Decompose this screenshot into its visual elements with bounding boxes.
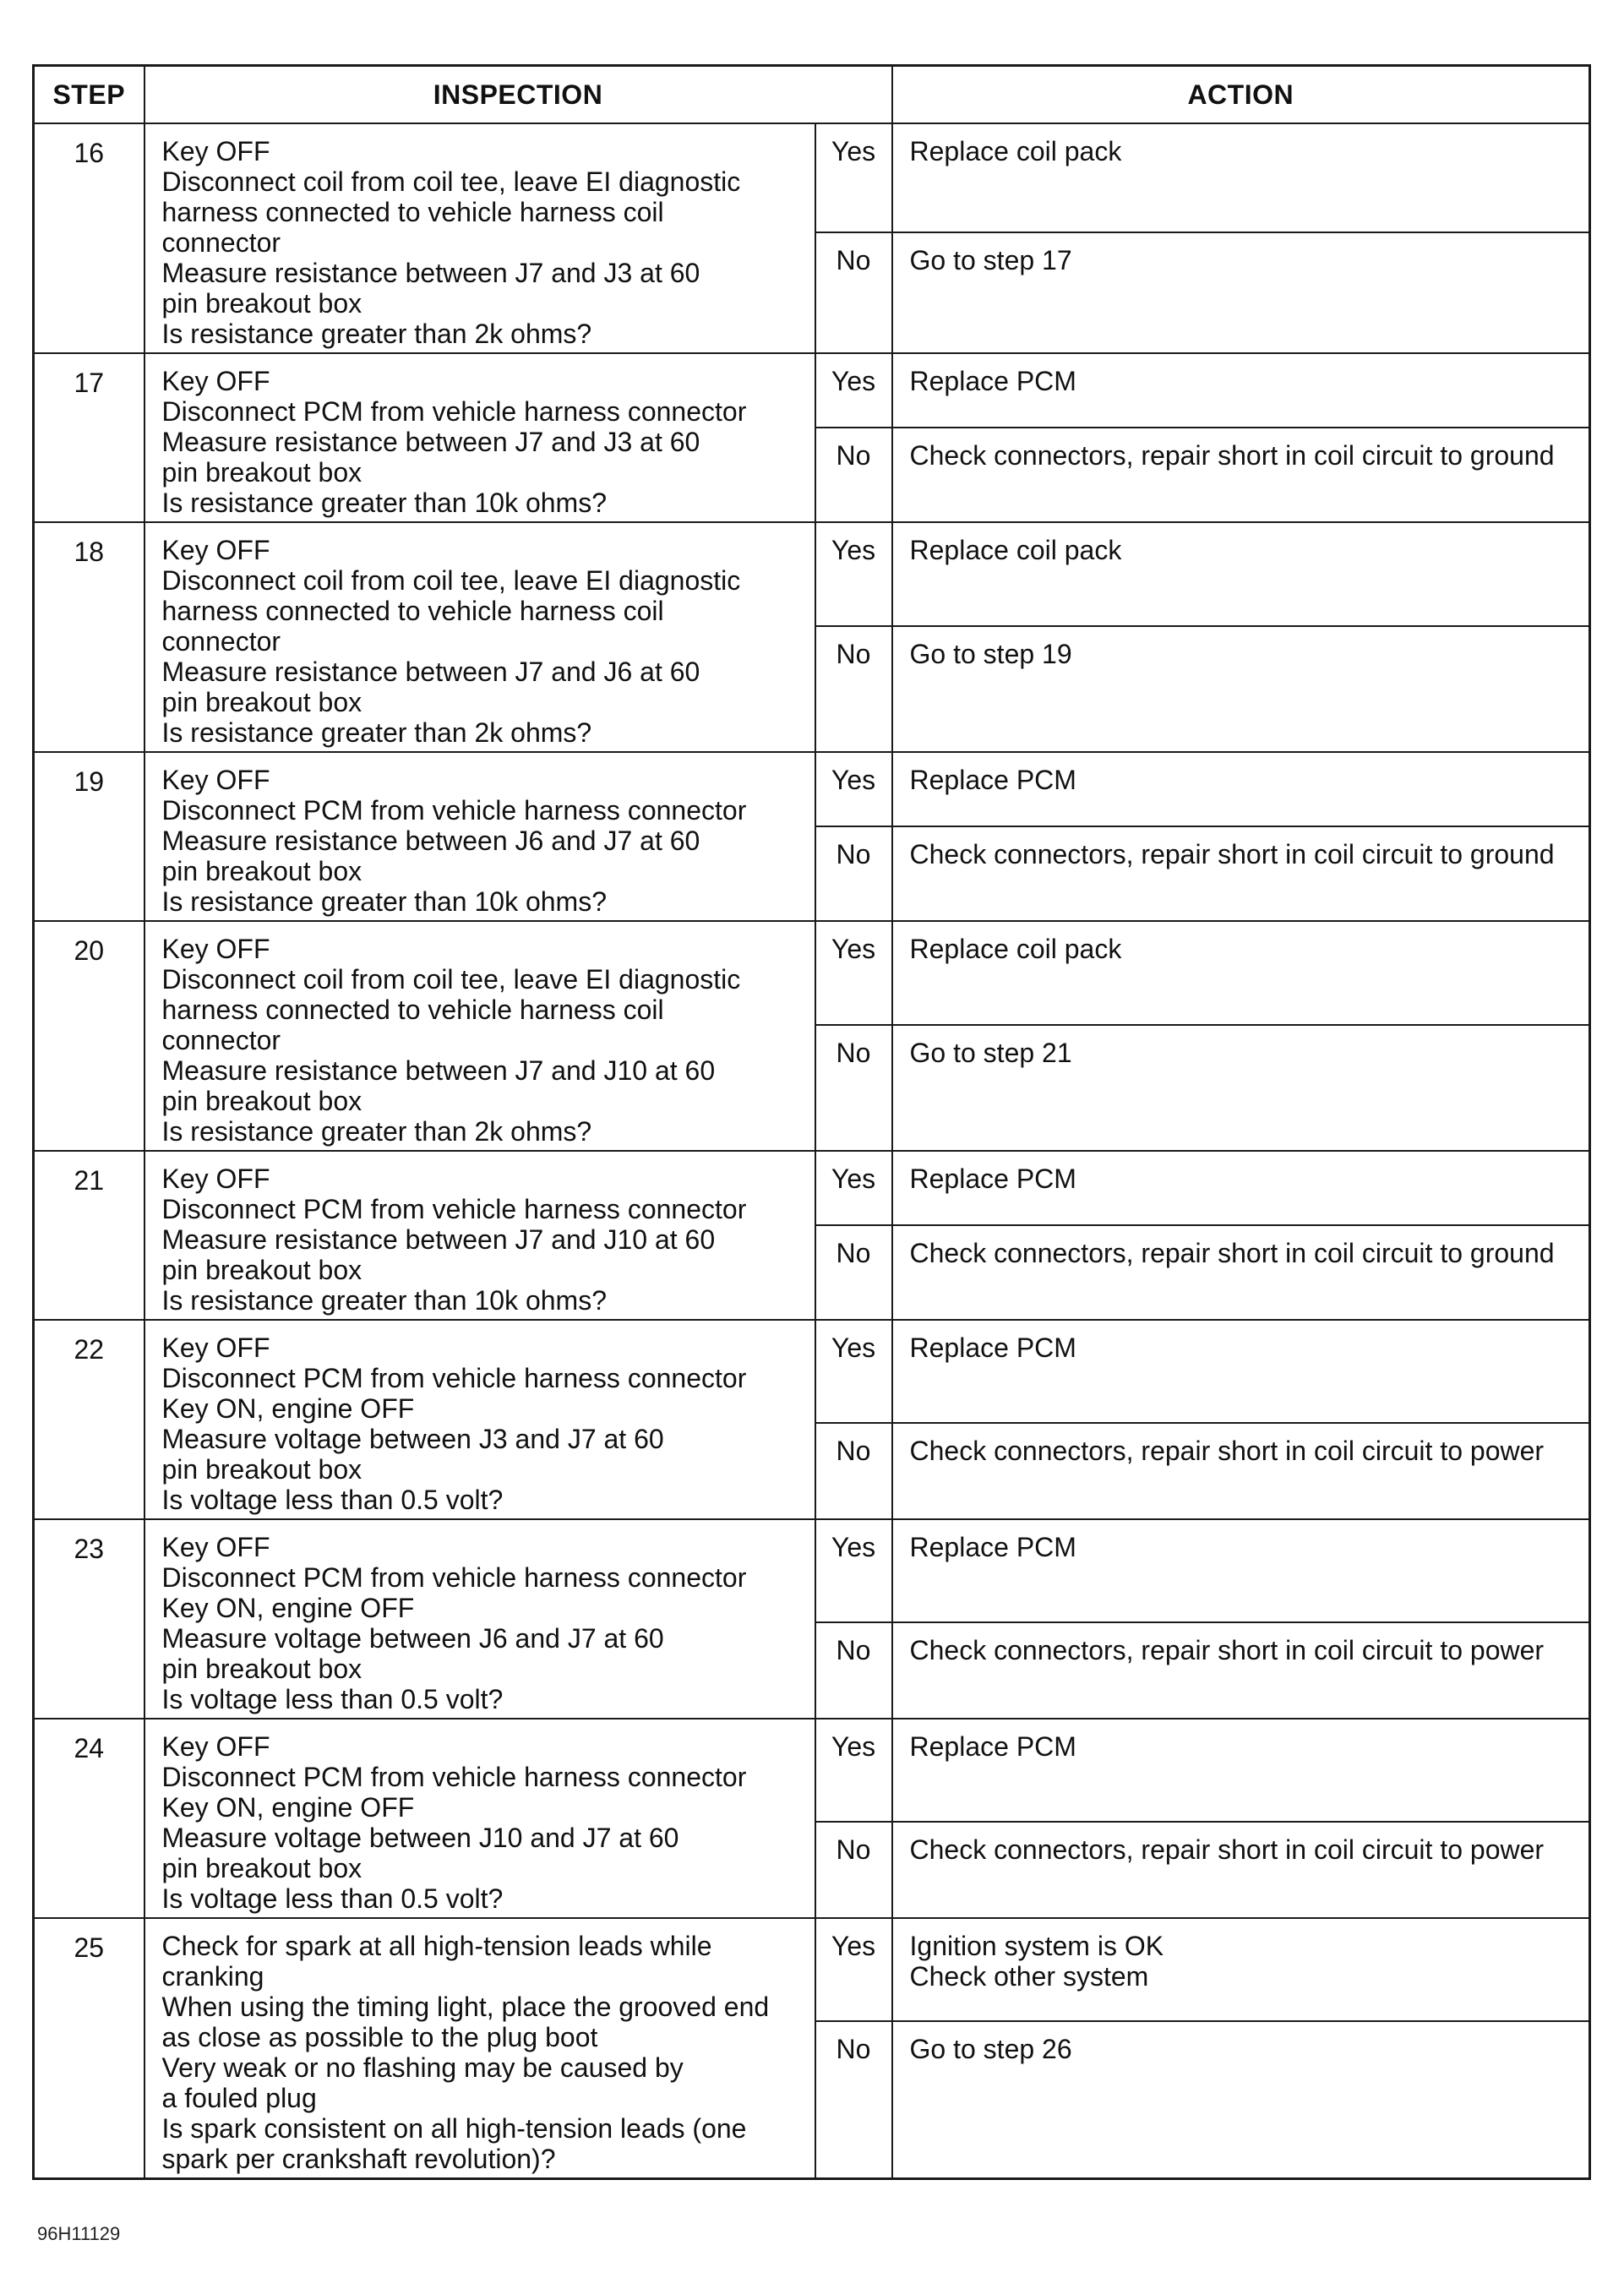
inspection-cell: [144, 1519, 815, 1719]
yes-action-text: Replace coil pack: [909, 136, 1122, 166]
inspection-line: pin breakout box: [161, 1086, 362, 1116]
inspection-line: Measure resistance between J7 and J10 at 60: [161, 1055, 716, 1086]
step-number: 20: [34, 921, 144, 1151]
no-action-text: Check connectors, repair short in coil circuit to ground: [909, 838, 1555, 869]
yes-label: Yes: [815, 1719, 892, 1822]
no-label: No: [815, 1822, 892, 1918]
table-row: [34, 522, 1590, 626]
inspection-cell: [144, 1151, 815, 1320]
no-action-cell: [892, 1822, 1590, 1918]
step-column-header: STEP: [34, 66, 144, 124]
inspection-line: Is resistance greater than 2k ohms?: [161, 717, 592, 748]
no-action-text: Check connectors, repair short in coil circuit to ground: [909, 439, 1555, 471]
inspection-line: Is resistance greater than 2k ohms?: [161, 1116, 592, 1147]
yes-action-cell: [892, 1320, 1590, 1423]
table-body: [34, 123, 1590, 2179]
no-action-cell: [892, 2021, 1590, 2178]
inspection-line: pin breakout box: [161, 1654, 362, 1684]
inspection-line: as close as possible to the plug boot: [161, 2022, 598, 2052]
table-row: [34, 353, 1590, 428]
inspection-line: Disconnect coil from coil tee, leave EI diagnostic: [161, 166, 741, 197]
inspection-line: pin breakout box: [161, 288, 362, 319]
inspection-cell: [144, 1719, 815, 1918]
inspection-line: Key OFF: [161, 1333, 270, 1363]
inspection-cell: [144, 1320, 815, 1519]
step-number: 18: [34, 522, 144, 752]
step-number: 22: [34, 1320, 144, 1519]
inspection-line: Is resistance greater than 10k ohms?: [161, 886, 607, 917]
inspection-line: Is voltage less than 0.5 volt?: [161, 1883, 504, 1914]
table-row: [34, 1918, 1590, 2021]
yes-action-text: Replace PCM: [909, 1731, 1076, 1762]
inspection-line: Disconnect PCM from vehicle harness connector: [161, 1363, 747, 1393]
inspection-line: Very weak or no flashing may be caused by: [161, 2052, 684, 2083]
inspection-line: Measure resistance between J7 and J6 at 60: [161, 657, 700, 687]
no-action-cell: [892, 428, 1590, 522]
figure-code: 96H11129: [37, 2223, 121, 2244]
step-number: 24: [34, 1719, 144, 1918]
yes-action-cell: [892, 1719, 1590, 1822]
no-action-text: Check connectors, repair short in coil circuit to power: [909, 1834, 1545, 1866]
inspection-line: Key OFF: [161, 535, 270, 565]
inspection-line: pin breakout box: [161, 1454, 362, 1485]
inspection-line: Key OFF: [161, 1731, 270, 1762]
no-action-cell: [892, 1225, 1590, 1320]
no-action-cell: [892, 1025, 1590, 1151]
inspection-line: Disconnect PCM from vehicle harness connector: [161, 1194, 747, 1224]
yes-label: Yes: [815, 522, 892, 626]
yes-label: Yes: [815, 921, 892, 1025]
yes-action-cell: [892, 1918, 1590, 2021]
table-row: [34, 921, 1590, 1025]
inspection-cell: [144, 123, 815, 353]
inspection-line: Measure resistance between J7 and J3 at 60: [161, 258, 700, 288]
inspection-line: spark per crankshaft revolution)?: [161, 2144, 556, 2174]
no-action-text: Go to step 26: [909, 2034, 1072, 2065]
yes-action-text: Replace PCM: [909, 765, 1076, 795]
yes-action-cell: [892, 752, 1590, 826]
no-label: No: [815, 1622, 892, 1719]
no-action-text: Check connectors, repair short in coil circuit to power: [909, 1436, 1545, 1467]
table-row: [34, 1320, 1590, 1423]
inspection-line: Is spark consistent on all high-tension leads (one: [161, 2113, 747, 2144]
yes-action-cell: [892, 353, 1590, 428]
no-label: No: [815, 626, 892, 752]
inspection-line: harness connected to vehicle harness coil: [161, 596, 664, 626]
action-column-header: ACTION: [892, 66, 1590, 124]
table-row: [34, 123, 1590, 232]
no-action-text: Go to step 19: [909, 639, 1072, 670]
no-action-cell: [892, 1622, 1590, 1719]
yes-action-text: Replace PCM: [909, 366, 1076, 396]
inspection-line: harness connected to vehicle harness coil: [161, 197, 664, 227]
yes-label: Yes: [815, 123, 892, 232]
yes-action-text: Replace PCM: [909, 1333, 1076, 1363]
inspection-line: a fouled plug: [161, 2083, 317, 2113]
inspection-line: Disconnect PCM from vehicle harness connector: [161, 1562, 747, 1593]
step-number: 17: [34, 353, 144, 522]
no-action-cell: [892, 826, 1590, 921]
inspection-line: pin breakout box: [161, 457, 362, 488]
inspection-line: connector: [161, 1025, 281, 1055]
inspection-line: Measure voltage between J3 and J7 at 60: [161, 1424, 664, 1454]
inspection-line: pin breakout box: [161, 1853, 362, 1883]
inspection-line: Measure resistance between J6 and J7 at 60: [161, 826, 700, 856]
inspection-line: Key OFF: [161, 765, 270, 795]
inspection-line: pin breakout box: [161, 1255, 362, 1285]
inspection-line: Is resistance greater than 10k ohms?: [161, 488, 607, 518]
inspection-line: Key OFF: [161, 1164, 270, 1194]
no-action-cell: [892, 1423, 1590, 1519]
inspection-line: Measure resistance between J7 and J10 at 60: [161, 1224, 716, 1255]
yes-action-text: Replace coil pack: [909, 934, 1122, 964]
no-label: No: [815, 232, 892, 353]
inspection-line: pin breakout box: [161, 856, 362, 886]
inspection-line: Measure voltage between J10 and J7 at 60: [161, 1823, 679, 1853]
inspection-line: Key ON, engine OFF: [161, 1593, 415, 1623]
yes-action-cell: [892, 522, 1590, 626]
yes-action-text: Replace PCM: [909, 1532, 1076, 1562]
yes-action-text: Replace PCM: [909, 1164, 1076, 1194]
no-label: No: [815, 826, 892, 921]
yes-action-text: Replace coil pack: [909, 535, 1122, 565]
inspection-line: harness connected to vehicle harness coil: [161, 995, 664, 1025]
inspection-cell: [144, 752, 815, 921]
yes-action-cell: [892, 1151, 1590, 1225]
step-number: 21: [34, 1151, 144, 1320]
step-number: 25: [34, 1918, 144, 2179]
inspection-line: Key OFF: [161, 366, 270, 396]
inspection-cell: [144, 921, 815, 1151]
inspection-line: When using the timing light, place the grooved end: [161, 1992, 770, 2022]
inspection-line: Is resistance greater than 10k ohms?: [161, 1285, 607, 1316]
no-label: No: [815, 1423, 892, 1519]
yes-action-text: Ignition system is OK: [909, 1931, 1164, 1961]
inspection-line: Is resistance greater than 2k ohms?: [161, 319, 592, 349]
yes-label: Yes: [815, 1320, 892, 1423]
inspection-line: Check for spark at all high-tension leads while: [161, 1931, 712, 1961]
inspection-line: connector: [161, 626, 281, 657]
inspection-line: connector: [161, 227, 281, 258]
table-row: [34, 1719, 1590, 1822]
step-number: 23: [34, 1519, 144, 1719]
inspection-line: Key OFF: [161, 136, 270, 166]
inspection-cell: [144, 522, 815, 752]
inspection-line: Disconnect PCM from vehicle harness connector: [161, 396, 747, 427]
table-row: [34, 752, 1590, 826]
no-action-text: Go to step 17: [909, 244, 1072, 275]
yes-action-cell: [892, 123, 1590, 232]
step-number: 16: [34, 123, 144, 353]
inspection-column-header: INSPECTION: [144, 66, 892, 124]
no-action-cell: [892, 232, 1590, 353]
no-action-cell: [892, 626, 1590, 752]
no-label: No: [815, 428, 892, 522]
yes-action-cell: [892, 1519, 1590, 1622]
no-action-text: Check connectors, repair short in coil circuit to ground: [909, 1237, 1555, 1268]
inspection-line: Key OFF: [161, 934, 270, 964]
inspection-line: Is voltage less than 0.5 volt?: [161, 1684, 504, 1714]
inspection-line: Disconnect PCM from vehicle harness connector: [161, 1762, 747, 1792]
no-label: No: [815, 1225, 892, 1320]
diagnostic-table: [32, 64, 1591, 2180]
inspection-line: Measure resistance between J7 and J3 at 60: [161, 427, 700, 457]
inspection-cell: [144, 353, 815, 522]
table-header-row: [34, 66, 1590, 124]
step-number: 19: [34, 752, 144, 921]
yes-label: Yes: [815, 1918, 892, 2021]
no-label: No: [815, 2021, 892, 2178]
yes-label: Yes: [815, 1151, 892, 1225]
inspection-line: Key OFF: [161, 1532, 270, 1562]
inspection-line: Measure voltage between J6 and J7 at 60: [161, 1623, 664, 1654]
inspection-line: Disconnect coil from coil tee, leave EI diagnostic: [161, 565, 741, 596]
inspection-line: Is voltage less than 0.5 volt?: [161, 1485, 504, 1515]
yes-label: Yes: [815, 752, 892, 826]
no-action-text: Go to step 21: [909, 1038, 1072, 1069]
diagnostic-table-container: [32, 64, 1589, 2180]
inspection-line: pin breakout box: [161, 687, 362, 717]
inspection-line: cranking: [161, 1961, 264, 1992]
inspection-line: Key ON, engine OFF: [161, 1393, 415, 1424]
yes-action-cell: [892, 921, 1590, 1025]
table-row: [34, 1519, 1590, 1622]
no-label: No: [815, 1025, 892, 1151]
table-row: [34, 1151, 1590, 1225]
inspection-line: Key ON, engine OFF: [161, 1792, 415, 1823]
yes-label: Yes: [815, 353, 892, 428]
inspection-cell: [144, 1918, 815, 2179]
inspection-line: Disconnect PCM from vehicle harness connector: [161, 795, 747, 826]
no-action-text: Check connectors, repair short in coil circuit to power: [909, 1635, 1545, 1666]
yes-label: Yes: [815, 1519, 892, 1622]
inspection-line: Disconnect coil from coil tee, leave EI diagnostic: [161, 964, 741, 995]
yes-action-text: Check other system: [909, 1961, 1149, 1992]
